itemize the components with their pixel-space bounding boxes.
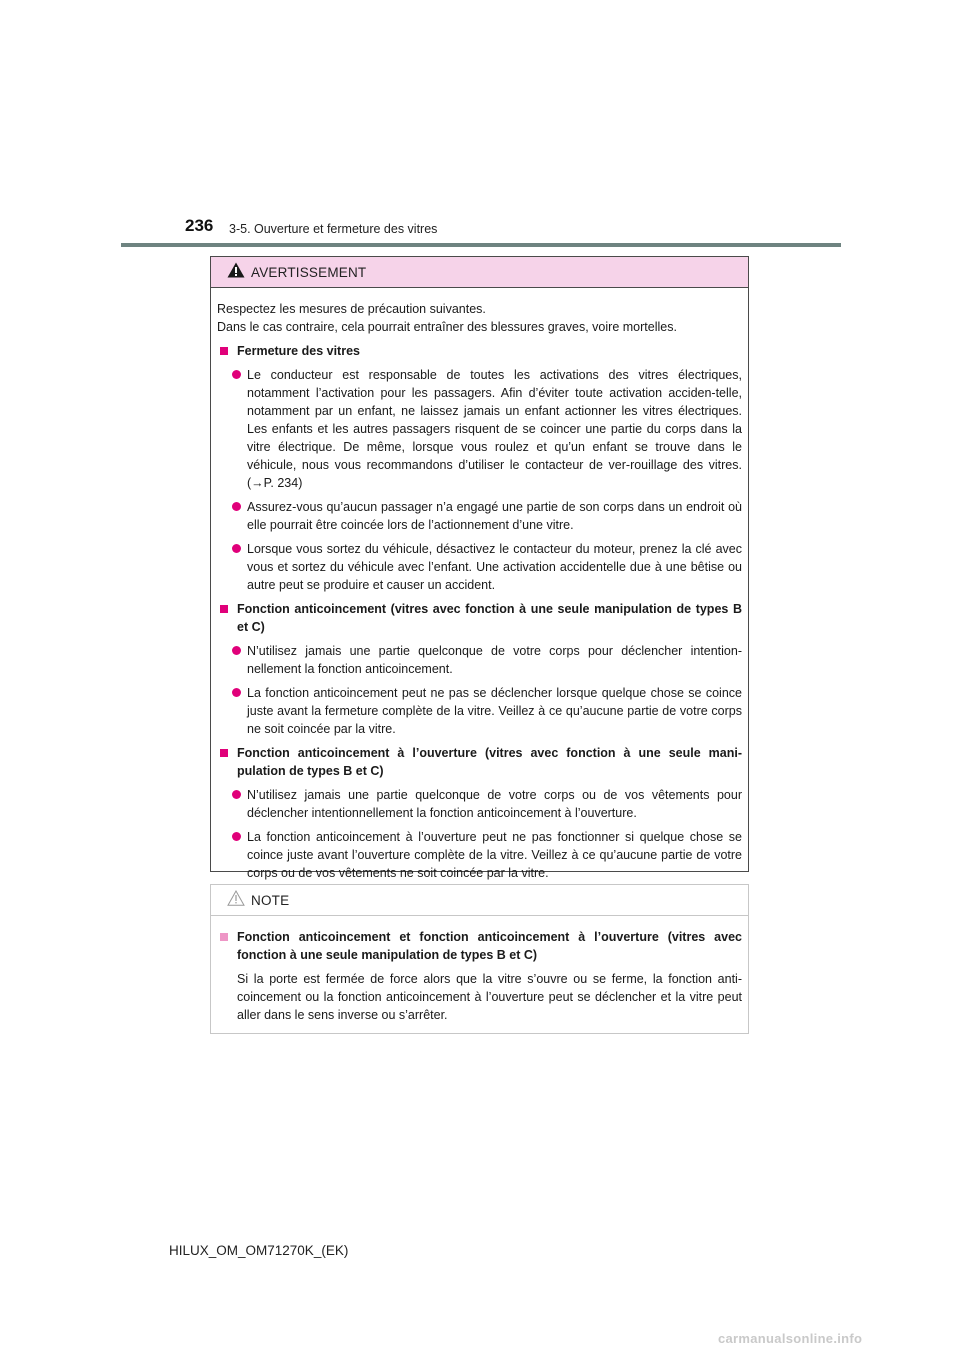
list-item	[217, 498, 742, 534]
note-text: Si la porte est fermée de force alors que la vitre s’ouvre ou se ferme, la fonction anti-coincement ou la fonction anticoincement à l’ouverture peut se déclencher et la vitre peut aller dans le sens inverse ou s’arrêter.	[237, 972, 742, 1022]
round-bullet-icon	[232, 832, 241, 841]
list-item	[217, 540, 742, 594]
section-heading-text: Fonction anticoincement (vitres avec fonction à une seule manipulation de types B et C)	[237, 602, 742, 634]
section-heading	[217, 342, 742, 360]
round-bullet-icon	[232, 544, 241, 553]
warning-intro-line: Respectez les mesures de précaution suivantes.	[217, 302, 486, 316]
note-heading-text: Fonction anticoincement et fonction anticoincement à l’ouverture (vitres avec fonction à une seule manipulation de types B et C)	[237, 930, 742, 962]
note-box	[210, 884, 749, 1034]
list-item	[217, 684, 742, 738]
round-bullet-icon	[232, 646, 241, 655]
warning-triangle-icon	[227, 262, 245, 283]
square-bullet-icon	[220, 749, 228, 757]
list-item-text: Assurez-vous qu’aucun passager n’a engagé une partie de son corps dans un endroit où elle pourrait être coincée lors de l’actionnement d’une vitre.	[247, 500, 742, 532]
document-code: HILUX_OM_OM71270K_(EK)	[169, 1243, 349, 1258]
list-item	[217, 642, 742, 678]
square-bullet-icon	[220, 347, 228, 355]
header-rule	[121, 243, 841, 247]
list-item-text: La fonction anticoincement peut ne pas se déclencher lorsque quelque chose se coince juste avant la fermeture complète de la vitre. Veillez à ce qu’aucune partie de votre corps ne soit coincée par la vitre.	[247, 686, 742, 736]
round-bullet-icon	[232, 688, 241, 697]
round-bullet-icon	[232, 790, 241, 799]
note-header	[211, 885, 748, 916]
section-heading-text: Fermeture des vitres	[237, 344, 360, 358]
round-bullet-icon	[232, 370, 241, 379]
list-item	[217, 786, 742, 822]
warning-title: AVERTISSEMENT	[251, 264, 367, 280]
warning-intro-line: Dans le cas contraire, cela pourrait entraîner des blessures graves, voire mortelles.	[217, 320, 677, 334]
square-bullet-icon	[220, 933, 228, 941]
page-number: 236	[185, 216, 214, 235]
caution-triangle-outline-icon	[227, 890, 245, 911]
list-item-text: N’utilisez jamais une partie quelconque de votre corps pour déclencher intention-nellement la fonction anticoincement.	[247, 644, 742, 676]
warning-box	[210, 256, 749, 880]
section-heading-text: Fonction anticoincement à l’ouverture (vitres avec fonction à une seule mani-pulation de types B et C)	[237, 746, 742, 778]
section-heading	[217, 744, 742, 780]
round-bullet-icon	[232, 502, 241, 511]
warning-header	[211, 257, 748, 288]
list-item-text: Lorsque vous sortez du véhicule, désactivez le contacteur du moteur, prenez la clé avec vous et sortez du véhicule avec l’enfant. Une activation accidentelle due à une bêtise ou autre peut se produire et causer un accident.	[247, 542, 742, 592]
note-title: NOTE	[251, 892, 290, 908]
warning-intro	[217, 300, 742, 336]
note-body	[211, 916, 748, 1024]
list-item	[217, 366, 742, 492]
square-bullet-icon	[220, 605, 228, 613]
section-heading	[217, 600, 742, 636]
section-title: 3-5. Ouverture et fermeture des vitres	[229, 222, 438, 236]
list-item-text: N’utilisez jamais une partie quelconque de votre corps ou de vos vêtements pour déclencher intentionnellement la fonction anticoincement à l’ouverture.	[247, 788, 742, 820]
list-item-text: Le conducteur est responsable de toutes les activations des vitres électriques, notamment l’activation pour les passagers. Afin d’éviter toute activation acciden-telle, notamment par un enfant, ne laissez jamais un enfant actionner les vitres électriques. Les enfants et les autres passagers risquent de se coincer une partie du corps dans la vitre électrique. De même, lorsque vous roulez et qu’un enfant se trouve dans le véhicule, nous vous recommandons d’utiliser le contacteur de ver-rouillage des vitres. (→P. 234)	[247, 368, 742, 490]
note-heading	[217, 928, 742, 964]
watermark: carmanualsonline.info	[718, 1331, 863, 1346]
list-item-text: La fonction anticoincement à l’ouverture peut ne pas fonctionner si quelque chose se coince juste avant l’ouverture complète de la vitre. Veillez à ce qu’aucune partie de votre corps ou de vos vêtements ne soit coincée par la vitre.	[247, 830, 742, 880]
warning-body	[211, 288, 748, 882]
list-item	[217, 828, 742, 882]
